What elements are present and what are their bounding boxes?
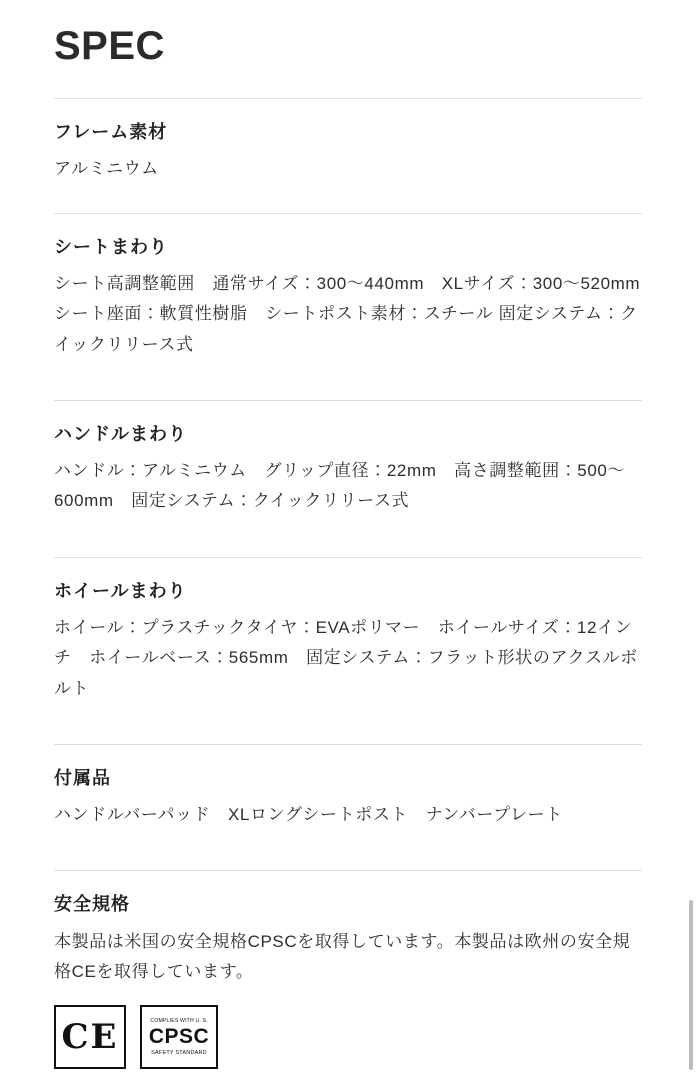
section-heading: 付属品 xyxy=(54,767,111,788)
section-heading: フレーム素材 xyxy=(54,122,168,142)
spacer xyxy=(54,704,642,716)
cpsc-top-label: COMPLIES WITH U. S. xyxy=(150,1017,208,1024)
section-body: ハンドルバーパッド XLロングシートポスト ナンバープレート xyxy=(54,805,563,825)
section-body: シート高調整範囲 通常サイズ：300〜440mm XLサイズ：300〜520mm シート座面：軟質性樹脂 シートポスト素材：スチール 固定システム：クイックリリース式 xyxy=(54,274,658,354)
spec-section-frame-material xyxy=(54,99,642,185)
spec-section-wheels xyxy=(54,558,642,704)
spec-section-accessories xyxy=(54,745,642,831)
cpsc-main-label: CPSC xyxy=(148,1024,210,1048)
cpsc-mark-icon xyxy=(140,1005,218,1069)
spacer xyxy=(54,517,642,529)
spec-section-safety-standard xyxy=(54,871,642,1069)
section-body: ホイール：プラスチックタイヤ：EVAポリマー ホイールサイズ：12インチ ホイールベース：565mm 固定システム：フラット形状のアクスルボルト xyxy=(54,618,638,698)
spacer xyxy=(54,830,642,842)
section-body: ハンドル：アルミニウム グリップ直径：22mm 高さ調整範囲：500〜600mm 固定システム：クイックリリース式 xyxy=(54,461,626,511)
ce-mark-icon xyxy=(54,1005,126,1069)
section-heading: 安全規格 xyxy=(54,894,130,915)
section-heading: ハンドルまわり xyxy=(54,423,187,444)
spec-section-handlebar xyxy=(54,401,642,517)
page-scrollbar[interactable] xyxy=(689,900,693,1070)
spec-section-seat xyxy=(54,214,658,360)
section-heading: ホイールまわり xyxy=(54,580,187,601)
section-heading: シートまわり xyxy=(54,236,168,257)
spacer xyxy=(54,360,642,372)
ce-mark-label: CE xyxy=(61,1017,119,1058)
certification-marks xyxy=(54,1005,642,1069)
section-body: アルミニウム xyxy=(54,159,159,179)
cpsc-bottom-label: SAFETY STANDARD xyxy=(151,1050,207,1057)
section-body: 本製品は米国の安全規格CPSCを取得しています。本製品は欧州の安全規格CEを取得しています。 xyxy=(54,931,631,982)
page-title: SPEC xyxy=(54,24,165,68)
